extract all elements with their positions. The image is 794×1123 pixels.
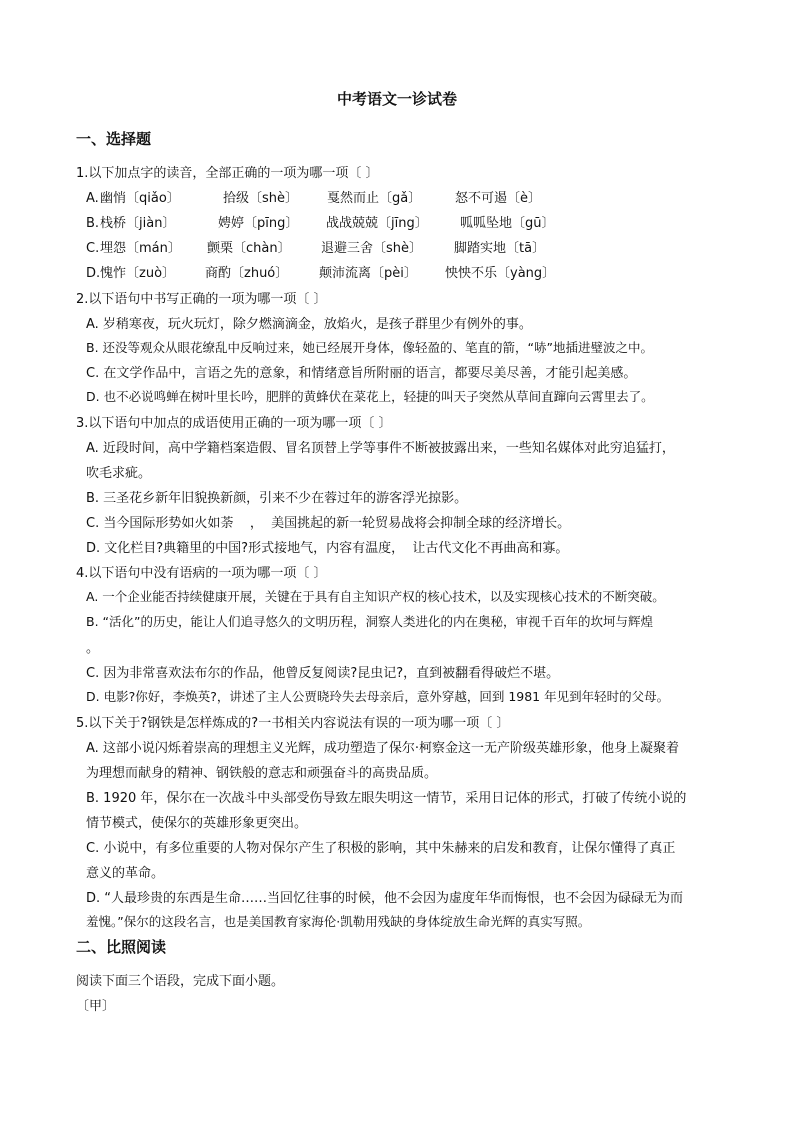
question-1-stem: 1.以下加点字的读音，全部正确的一项为哪一项〔 〕 xyxy=(76,166,379,181)
option-item: 颤栗〔chàn〕 xyxy=(207,241,291,256)
option-item: 埋怨〔mán〕 xyxy=(100,241,181,256)
question-2-stem: 2.以下语句中书写正确的一项为哪一项〔 〕 xyxy=(76,292,327,307)
option-item: 商酌〔zhuó〕 xyxy=(205,266,289,281)
option-item: 战战兢兢〔jīng〕 xyxy=(326,216,428,231)
option-item: 颠沛流离〔pèi〕 xyxy=(319,266,417,281)
question-3-option-b: B. 三圣花乡新年旧貌换新颜，引来不少在蓉过年的游客浮光掠影。 xyxy=(86,491,468,506)
option-label: D. xyxy=(86,266,101,281)
option-label: C. xyxy=(86,241,100,256)
option-item: 呱呱坠地〔gū〕 xyxy=(460,216,555,231)
option-label: B. xyxy=(86,216,100,231)
question-5-option-b: B. 1920 年，保尔在一次战斗中头部受伤导致左眼失明这一情节，采用日记体的形式，打破了传统小说的 xyxy=(86,791,687,806)
question-5-stem: 5.以下关于?钢铁是怎样炼成的?一书相关内容说法有误的一项为哪一项〔 〕 xyxy=(76,716,510,731)
question-5-option-c-cont: 意义的革命。 xyxy=(86,866,165,881)
question-2-option-c: C. 在文学作品中，言语之先的意象，和情绪意旨所附丽的语言，都要尽美尽善，才能引起美感。 xyxy=(86,366,637,381)
reading-intro: 阅读下面三个语段，完成下面小题。 xyxy=(76,974,285,989)
question-3-option-c: C. 当今国际形势如火如荼 ， 美国挑起的新一轮贸易战将会抑制全球的经济增长。 xyxy=(86,516,571,531)
section-heading-reading: 二、比照阅读 xyxy=(76,938,167,956)
option-item: 怏怏不乐〔yàng〕 xyxy=(445,266,556,281)
option-item: 娉婷〔pīng〕 xyxy=(218,216,299,231)
question-5-option-a: A. 这部小说闪烁着崇高的理想主义光辉，成功塑造了保尔·柯察金这一无产阶级英雄形象，他身上凝聚着 xyxy=(86,741,680,756)
option-label: A. xyxy=(86,191,99,206)
option-item: 怒不可遏〔è〕 xyxy=(455,191,541,206)
question-4-option-c: C. 因为非常喜欢法布尔的作品，他曾反复阅读?昆虫记?，直到被翻看得破烂不堪。 xyxy=(86,666,560,681)
question-4-option-a: A. 一个企业能否持续健康开展，关键在于具有自主知识产权的核心技术，以及实现核心技术的不断突破。 xyxy=(86,589,665,604)
question-3-stem: 3.以下语句中加点的成语使用正确的一项为哪一项〔 〕 xyxy=(76,416,392,431)
page-title: 中考语文一诊试卷 xyxy=(336,90,457,108)
question-5-option-b-cont: 情节模式，使保尔的英雄形象更突出。 xyxy=(86,816,308,831)
question-1-option-b xyxy=(86,212,555,231)
question-5-option-c: C. 小说中，有多位重要的人物对保尔产生了积极的影响，其中朱赫来的启发和教育，让保尔懂得了真正 xyxy=(86,841,676,856)
question-2-option-b: B. 还没等观众从眼花缭乱中反响过来，她已经展开身体，像轻盈的、笔直的箭，“哧”地插进璧波之中。 xyxy=(86,340,653,355)
option-item: 脚踏实地〔tā〕 xyxy=(454,241,546,256)
option-item: 退避三舍〔shè〕 xyxy=(321,241,423,256)
question-5-option-a-cont: 为理想而献身的精神、钢铁般的意志和顽强奋斗的高贵品质。 xyxy=(86,766,438,781)
reading-passage-label: 〔甲〕 xyxy=(76,999,116,1014)
question-2-option-d: D. 也不必说鸣蝉在树叶里长吟，肥胖的黄蜂伏在菜花上，轻捷的叫天子突然从草间直蹿向云霄里去了。 xyxy=(86,389,654,404)
question-4-option-b-cont: 。 xyxy=(86,641,100,656)
option-item: 戛然而止〔gǎ〕 xyxy=(327,191,422,206)
option-item: 幽悄〔qiǎo〕 xyxy=(100,191,180,206)
question-1-option-a xyxy=(86,187,541,206)
question-4-option-b: B. “活化”的历史，能让人们追寻悠久的文明历程，洞察人类进化的内在奥秘，审视千百年的坎坷与辉煌 xyxy=(86,614,653,629)
option-item: 愧怍〔zuò〕 xyxy=(100,266,176,281)
question-1-option-c xyxy=(86,237,545,256)
question-2-option-a: A. 岁稍寒夜，玩火玩灯，除夕燃滴滴金，放焰火，是孩子群里少有例外的事。 xyxy=(86,317,532,332)
question-3-option-a-cont: 吹毛求疵。 xyxy=(86,466,152,481)
question-4-stem: 4.以下语句中没有语病的一项为哪一项〔 〕 xyxy=(76,566,327,581)
question-3-option-a: A. 近段时间，高中学籍档案造假、冒名顶替上学等事件不断被披露出来，一些知名媒体对此穷追猛打， xyxy=(86,441,675,456)
option-item: 栈桥〔jiàn〕 xyxy=(100,216,176,231)
section-heading-choice: 一、选择题 xyxy=(76,130,152,148)
question-5-option-d-cont: 羞愧。”保尔的这段名言，也是美国教育家海伦·凯勒用残缺的身体绽放生命光辉的真实写照。 xyxy=(86,914,591,929)
question-1-option-d xyxy=(86,262,555,281)
question-5-option-d: D. “人最珍贵的东西是生命……当回忆往事的时候，他不会因为虚度年华而悔恨，也不会因为碌碌无为而 xyxy=(86,891,684,906)
question-4-option-d: D. 电影?你好，李焕英?，讲述了主人公贾晓玲失去母亲后，意外穿越，回到 1981 年见到年轻时的父母。 xyxy=(86,689,670,704)
question-3-option-d: D. 文化栏目?典籍里的中国?形式接地气，内容有温度， 让古代文化不再曲高和寡。 xyxy=(86,541,569,556)
option-item: 拾级〔shè〕 xyxy=(223,191,299,206)
